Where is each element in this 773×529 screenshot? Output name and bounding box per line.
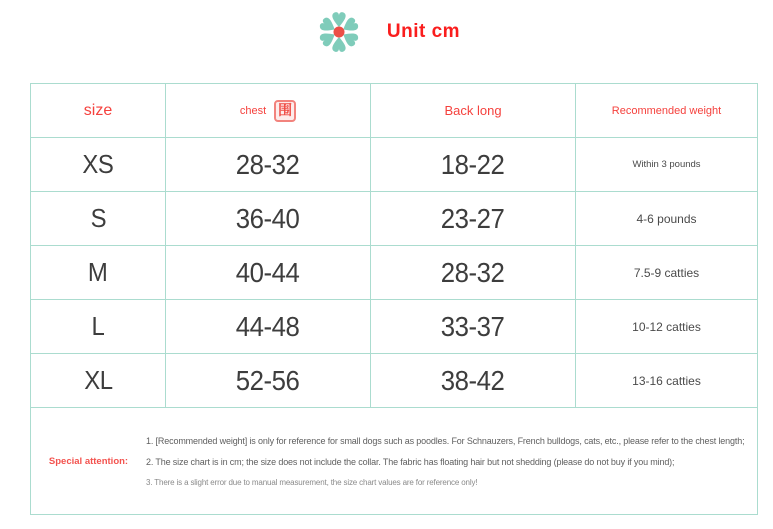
back-long-value: 18-22 — [441, 148, 505, 180]
size-value: XL — [83, 365, 113, 395]
column-header-chest-label: chest — [239, 104, 267, 117]
table-row-m-chest — [166, 246, 371, 300]
size-value: XS — [82, 149, 114, 179]
table-row-l-back-long — [371, 300, 576, 354]
table-row-xl-back-long — [371, 354, 576, 408]
weight-value: 10-12 catties — [632, 319, 701, 334]
chest-value: 28-32 — [236, 148, 300, 180]
back-long-value: 38-42 — [441, 364, 505, 396]
chest-value: 52-56 — [236, 364, 300, 396]
flower-icon — [313, 8, 365, 56]
weight-value: 13-16 catties — [632, 373, 701, 388]
column-header-size-label: size — [83, 101, 113, 119]
column-header-back-long — [371, 84, 576, 138]
table-row-xs-size — [31, 138, 166, 192]
column-header-size — [31, 84, 166, 138]
special-attention-notes — [146, 436, 757, 487]
table-row-l-weight — [576, 300, 757, 354]
note-1: 1. [Recommended weight] is only for reference for small dogs such as poodles. For Schnauzers, French bulldogs, cats, etc., please refer to the chest length; — [146, 435, 745, 446]
back-long-value: 33-37 — [441, 310, 505, 342]
size-value: S — [90, 203, 106, 233]
unit-label: Unit cm — [386, 21, 461, 42]
table-row-xs-weight — [576, 138, 757, 192]
table-row-xl-size — [31, 354, 166, 408]
table-row-s-chest — [166, 192, 371, 246]
column-header-back-long-label: Back long — [444, 103, 502, 118]
column-header-recommended-weight — [576, 84, 757, 138]
table-row-m-weight — [576, 246, 757, 300]
size-value: L — [91, 311, 105, 341]
column-header-recommended-weight-label: Recommended weight — [611, 104, 722, 117]
girth-stamp-icon: 围 — [274, 100, 296, 122]
weight-value: Within 3 pounds — [632, 159, 701, 170]
weight-value: 4-6 pounds — [636, 211, 697, 226]
page-header — [0, 8, 773, 56]
chest-value: 44-48 — [236, 310, 300, 342]
table-row-xs-back-long — [371, 138, 576, 192]
table-row-s-weight — [576, 192, 757, 246]
table-row-l-size — [31, 300, 166, 354]
note-2: 2. The size chart is in cm; the size does not include the collar. The fabric has floating hair but not shedding (please do not buy if you mind); — [146, 456, 675, 467]
column-header-chest — [166, 84, 371, 138]
table-row-s-size — [31, 192, 166, 246]
table-row-xs-chest — [166, 138, 371, 192]
table-row-xl-weight — [576, 354, 757, 408]
table-row-l-chest — [166, 300, 371, 354]
chest-value: 36-40 — [236, 202, 300, 234]
size-table — [30, 83, 758, 515]
back-long-value: 23-27 — [441, 202, 505, 234]
special-attention-section — [31, 408, 757, 514]
table-row-s-back-long — [371, 192, 576, 246]
special-attention-label: Special attention: — [48, 455, 129, 467]
weight-value: 7.5-9 catties — [633, 265, 700, 280]
table-row-m-back-long — [371, 246, 576, 300]
size-value: M — [88, 257, 108, 287]
back-long-value: 28-32 — [441, 256, 505, 288]
table-row-m-size — [31, 246, 166, 300]
chest-value: 40-44 — [236, 256, 300, 288]
note-3: 3. There is a slight error due to manual measurement, the size chart values are for reference only! — [146, 477, 478, 487]
table-row-xl-chest — [166, 354, 371, 408]
